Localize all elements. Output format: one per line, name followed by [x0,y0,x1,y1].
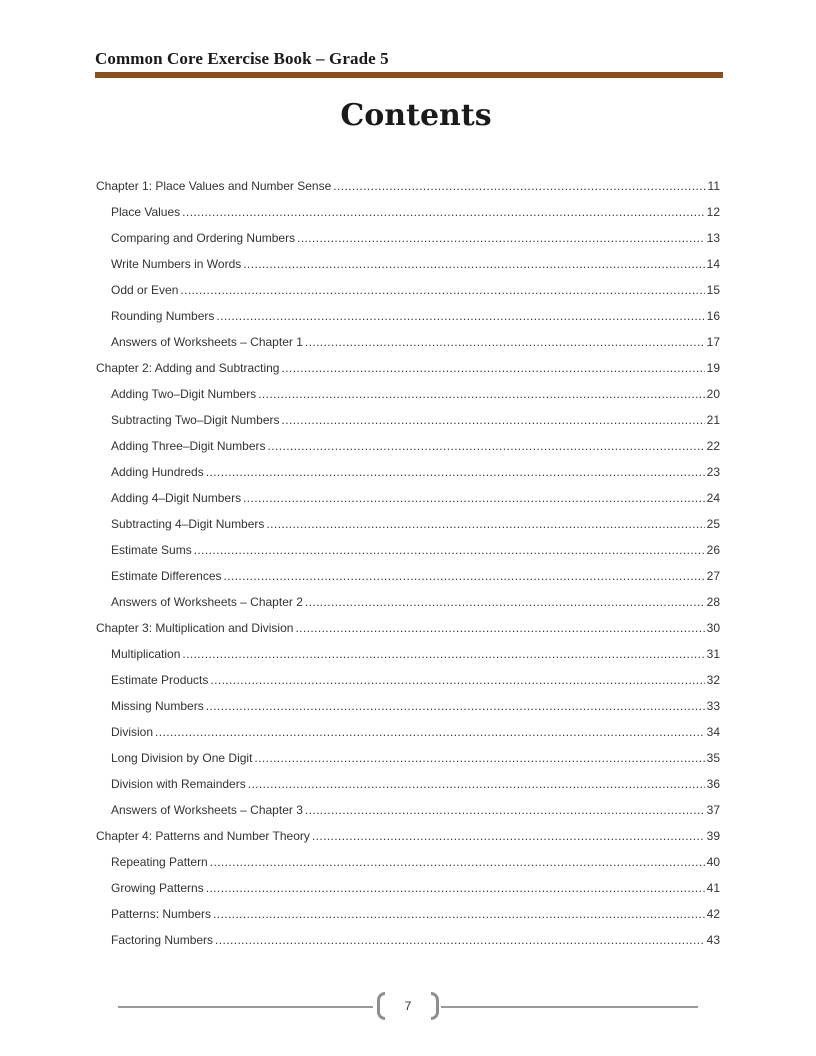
toc-dot-leader [258,384,704,404]
toc-section-entry[interactable] [96,436,720,462]
page-number: 7 [404,999,412,1013]
toc-entry-label: Odd or Even [111,283,179,297]
toc-entry-label: Rounding Numbers [111,309,215,323]
toc-entry-page: 23 [706,465,720,479]
toc-entry-page: 27 [706,569,720,583]
toc-dot-leader [243,254,704,274]
toc-entry-page: 39 [706,829,720,843]
footer-rule-left [118,1006,373,1008]
toc-entry-page: 32 [706,673,720,687]
toc-dot-leader [254,748,704,768]
toc-entry-page: 20 [706,387,720,401]
toc-entry-page: 22 [706,439,720,453]
toc-section-entry[interactable] [96,722,720,748]
toc-dot-leader [216,306,704,326]
toc-section-entry[interactable] [96,488,720,514]
toc-section-entry[interactable] [96,748,720,774]
table-of-contents [96,176,720,956]
toc-section-entry[interactable] [96,384,720,410]
toc-section-entry[interactable] [96,566,720,592]
toc-section-entry[interactable] [96,644,720,670]
toc-dot-leader [312,826,705,846]
toc-entry-page: 17 [706,335,720,349]
toc-section-entry[interactable] [96,800,720,826]
toc-entry-label: Answers of Worksheets – Chapter 2 [111,595,303,609]
toc-chapter-entry[interactable] [96,358,720,384]
toc-entry-page: 15 [706,283,720,297]
toc-entry-page: 41 [706,881,720,895]
toc-entry-label: Missing Numbers [111,699,204,713]
toc-section-entry[interactable] [96,670,720,696]
toc-entry-page: 40 [706,855,720,869]
toc-dot-leader [333,176,705,196]
toc-entry-label: Chapter 3: Multiplication and Division [96,621,294,635]
toc-entry-page: 33 [706,699,720,713]
toc-section-entry[interactable] [96,462,720,488]
toc-section-entry[interactable] [96,540,720,566]
toc-section-entry[interactable] [96,306,720,332]
toc-dot-leader [281,358,704,378]
toc-section-entry[interactable] [96,696,720,722]
toc-section-entry[interactable] [96,592,720,618]
toc-entry-label: Subtracting 4–Digit Numbers [111,517,265,531]
toc-dot-leader [213,904,705,924]
toc-entry-label: Repeating Pattern [111,855,208,869]
toc-entry-page: 26 [706,543,720,557]
toc-dot-leader [210,670,704,690]
toc-dot-leader [215,930,705,950]
toc-dot-leader [206,878,705,898]
toc-entry-page: 37 [706,803,720,817]
toc-entry-label: Estimate Products [111,673,209,687]
toc-entry-label: Answers of Worksheets – Chapter 1 [111,335,303,349]
toc-entry-page: 31 [706,647,720,661]
toc-dot-leader [182,644,704,664]
toc-entry-label: Patterns: Numbers [111,907,212,921]
toc-entry-page: 30 [706,621,720,635]
toc-entry-label: Subtracting Two–Digit Numbers [111,413,280,427]
toc-entry-label: Factoring Numbers [111,933,214,947]
toc-entry-page: 11 [707,179,720,193]
toc-dot-leader [180,280,704,300]
toc-entry-page: 24 [706,491,720,505]
toc-entry-page: 43 [706,933,720,947]
toc-entry-label: Estimate Differences [111,569,222,583]
toc-entry-page: 21 [706,413,720,427]
toc-section-entry[interactable] [96,774,720,800]
toc-dot-leader [155,722,705,742]
toc-dot-leader [295,618,704,638]
toc-entry-label: Chapter 2: Adding and Subtracting [96,361,280,375]
page-header [95,48,723,70]
toc-section-entry[interactable] [96,904,720,930]
toc-entry-page: 19 [706,361,720,375]
page-title: Contents [340,98,492,133]
toc-entry-page: 13 [706,231,720,245]
toc-entry-page: 36 [706,777,720,791]
toc-dot-leader [194,540,705,560]
toc-entry-page: 25 [706,517,720,531]
toc-chapter-entry[interactable] [96,826,720,852]
toc-entry-label: Adding Two–Digit Numbers [111,387,257,401]
header-rule [95,72,723,78]
toc-entry-label: Long Division by One Digit [111,751,253,765]
toc-entry-label: Division with Remainders [111,777,246,791]
toc-entry-label: Chapter 4: Patterns and Number Theory [96,829,310,843]
toc-dot-leader [305,800,705,820]
toc-entry-label: Adding Hundreds [111,465,204,479]
toc-section-entry[interactable] [96,280,720,306]
toc-entry-label: Growing Patterns [111,881,204,895]
toc-entry-label: Answers of Worksheets – Chapter 3 [111,803,303,817]
toc-entry-page: 12 [706,205,720,219]
toc-section-entry[interactable] [96,254,720,280]
toc-entry-label: Place Values [111,205,181,219]
book-title: Common Core Exercise Book – Grade 5 [95,49,389,68]
toc-entry-page: 14 [706,257,720,271]
toc-dot-leader [243,488,705,508]
toc-dot-leader [206,696,705,716]
toc-chapter-entry[interactable] [96,618,720,644]
toc-dot-leader [305,332,705,352]
toc-dot-leader [210,852,705,872]
footer-bracket-left [377,992,385,1020]
toc-section-entry[interactable] [96,202,720,228]
toc-entry-label: Comparing and Ordering Numbers [111,231,296,245]
toc-entry-page: 16 [706,309,720,323]
toc-entry-label: Adding Three–Digit Numbers [111,439,266,453]
toc-entry-page: 28 [706,595,720,609]
toc-section-entry[interactable] [96,228,720,254]
toc-dot-leader [305,592,705,612]
footer-bracket-right [431,992,439,1020]
toc-dot-leader [266,514,704,534]
toc-entry-page: 35 [706,751,720,765]
toc-section-entry[interactable] [96,332,720,358]
toc-dot-leader [224,566,705,586]
toc-entry-label: Adding 4–Digit Numbers [111,491,242,505]
toc-entry-label: Division [111,725,154,739]
toc-entry-page: 34 [706,725,720,739]
toc-section-entry[interactable] [96,852,720,878]
toc-entry-label: Multiplication [111,647,181,661]
toc-entry-label: Estimate Sums [111,543,192,557]
toc-entry-page: 42 [706,907,720,921]
footer-rule-right [441,1006,698,1008]
toc-entry-label: Chapter 1: Place Values and Number Sense [96,179,332,193]
toc-entry-label: Write Numbers in Words [111,257,242,271]
toc-chapter-entry[interactable] [96,176,720,202]
toc-section-entry[interactable] [96,878,720,904]
toc-dot-leader [282,410,705,430]
toc-dot-leader [248,774,705,794]
toc-section-entry[interactable] [96,514,720,540]
toc-section-entry[interactable] [96,930,720,956]
toc-section-entry[interactable] [96,410,720,436]
toc-dot-leader [206,462,705,482]
toc-dot-leader [182,202,704,222]
page-footer [118,990,698,1024]
toc-dot-leader [268,436,705,456]
toc-dot-leader [297,228,705,248]
